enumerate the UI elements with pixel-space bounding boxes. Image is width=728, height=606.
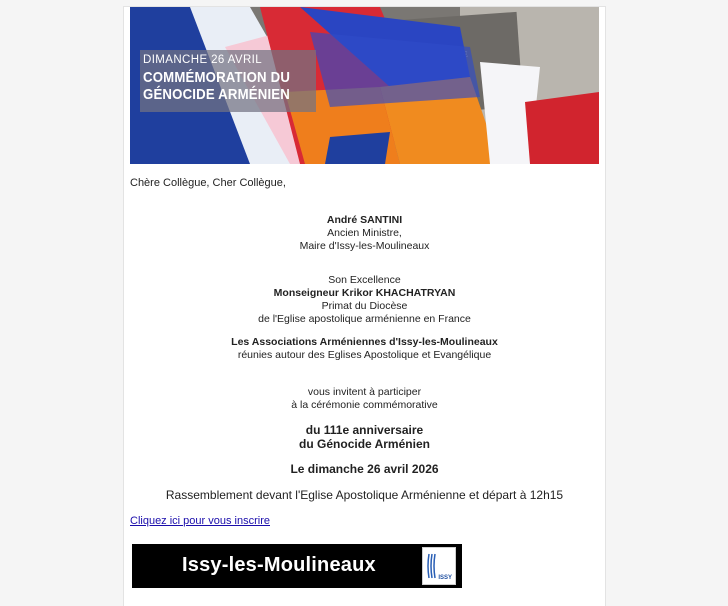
host3-line1: réunies autour des Eglises Apostolique et Evangélique	[237, 349, 492, 361]
banner-title-line-2: GÉNOCIDE ARMÉNIEN	[143, 86, 290, 103]
invite-line2: à la cérémonie commémorative	[291, 399, 438, 411]
event-date: Le dimanche 26 avril 2026	[290, 462, 439, 476]
host2-line2: de l'Eglise apostolique arménienne en France	[258, 313, 471, 325]
host1-name: André SANTINI	[326, 214, 403, 226]
host2-title: Son Excellence	[328, 274, 401, 286]
banner-title	[143, 69, 301, 103]
event-gathering: Rassemblement devant l'Eglise Apostolique Arménienne et départ à 12h15	[165, 488, 564, 502]
host1-line1: Ancien Ministre,	[327, 227, 402, 239]
banner-date: DIMANCHE 26 AVRIL	[143, 54, 263, 66]
event-line2: du Génocide Arménien	[299, 437, 430, 451]
banner-title-line-1: COMMÉMORATION DU	[143, 69, 291, 86]
greeting: Chère Collègue, Cher Collègue,	[130, 177, 286, 189]
host1-line2: Maire d'Issy-les-Moulineaux	[299, 240, 430, 252]
invite-line1: vous invitent à participer	[307, 386, 422, 398]
host2-line1: Primat du Diocèse	[321, 300, 408, 312]
register-link[interactable]: Cliquez ici pour vous inscrire	[130, 515, 270, 527]
event-line1: du 111e anniversaire	[305, 423, 424, 437]
logo-mark-label: ISSY	[438, 575, 452, 581]
issy-logo	[132, 544, 462, 588]
header-banner-image	[130, 7, 599, 164]
logo-mark-icon	[422, 547, 456, 585]
host3-name: Les Associations Arméniennes d'Issy-les-Moulineaux	[231, 336, 498, 348]
host2-name: Monseigneur Krikor KHACHATRYAN	[273, 287, 456, 299]
logo-text: Issy-les-Moulineaux	[182, 554, 376, 576]
